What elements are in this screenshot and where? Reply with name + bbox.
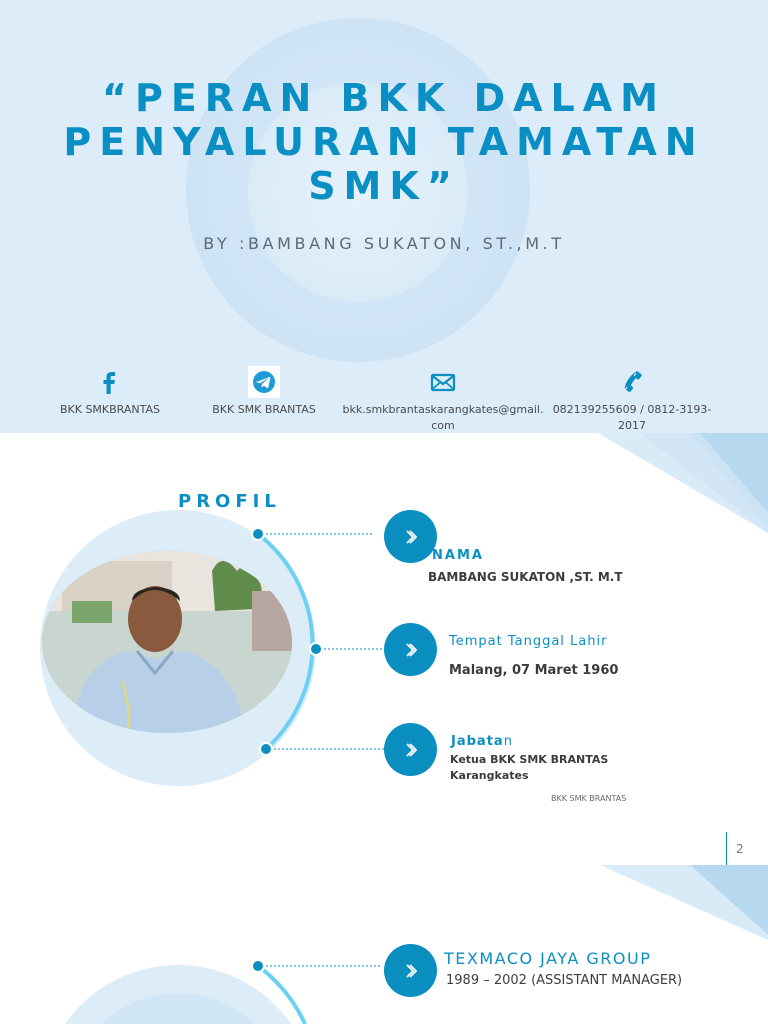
contact-telegram-label: BKK SMK BRANTAS [212,403,316,416]
experience-circle [0,865,768,1024]
telegram-icon-box [248,366,280,398]
contact-phone[interactable] [552,366,712,433]
chevron-button-ttl[interactable] [384,623,437,676]
profile-slide [0,433,768,865]
label-jabatan-main: Jabata [451,734,504,749]
chevron-button-texmaco[interactable] [384,944,437,997]
presentation-author: BY :BAMBANG SUKATON, ST.,M.T [203,234,565,253]
value-nama: BAMBANG SUKATON ,ST. M.T [428,570,623,584]
company-period: 1989 – 2002 (ASSISTANT MANAGER) [446,973,683,988]
contact-email-label: bkk.smkbrantaskarangkates@gmail.com [342,403,544,432]
company-name: TEXMACO JAYA GROUP [444,949,652,968]
contact-email[interactable] [338,366,548,433]
section-title: PROFIL [178,491,281,512]
page-divider [726,832,727,865]
contact-telegram[interactable] [204,366,324,418]
facebook-icon [94,366,126,398]
contact-facebook[interactable] [50,366,170,418]
value-jabatan-line1: Ketua BKK SMK BRANTAS [450,753,609,766]
value-jabatan-line2: Karangkates [450,769,529,782]
label-nama: NAMA [432,548,484,563]
footer-note: BKK SMK BRANTAS [551,794,627,803]
chevron-right-icon [401,527,421,547]
telegram-icon [248,366,280,398]
chevron-button-jabatan[interactable] [384,723,437,776]
contact-phone-label: 082139255609 / 0812-3193-2017 [552,403,712,432]
chevron-right-icon [401,640,421,660]
label-jabatan [451,734,513,749]
mail-icon [427,366,459,398]
chevron-right-icon [401,740,421,760]
presentation-title: “PERAN BKK DALAM PENYALURAN TAMATAN SMK” [63,76,705,208]
phone-icon [616,366,648,398]
page-number: 2 [736,842,744,856]
chevron-button-nama[interactable] [384,510,437,563]
value-ttl: Malang, 07 Maret 1960 [449,663,619,678]
experience-slide [0,865,768,1024]
chevron-right-icon [401,961,421,981]
title-slide [0,0,768,433]
label-ttl: Tempat Tanggal Lahir [449,634,608,649]
value-jabatan [450,752,608,784]
label-jabatan-tail: n [503,734,513,749]
contact-facebook-label: BKK SMKBRANTAS [59,403,161,416]
